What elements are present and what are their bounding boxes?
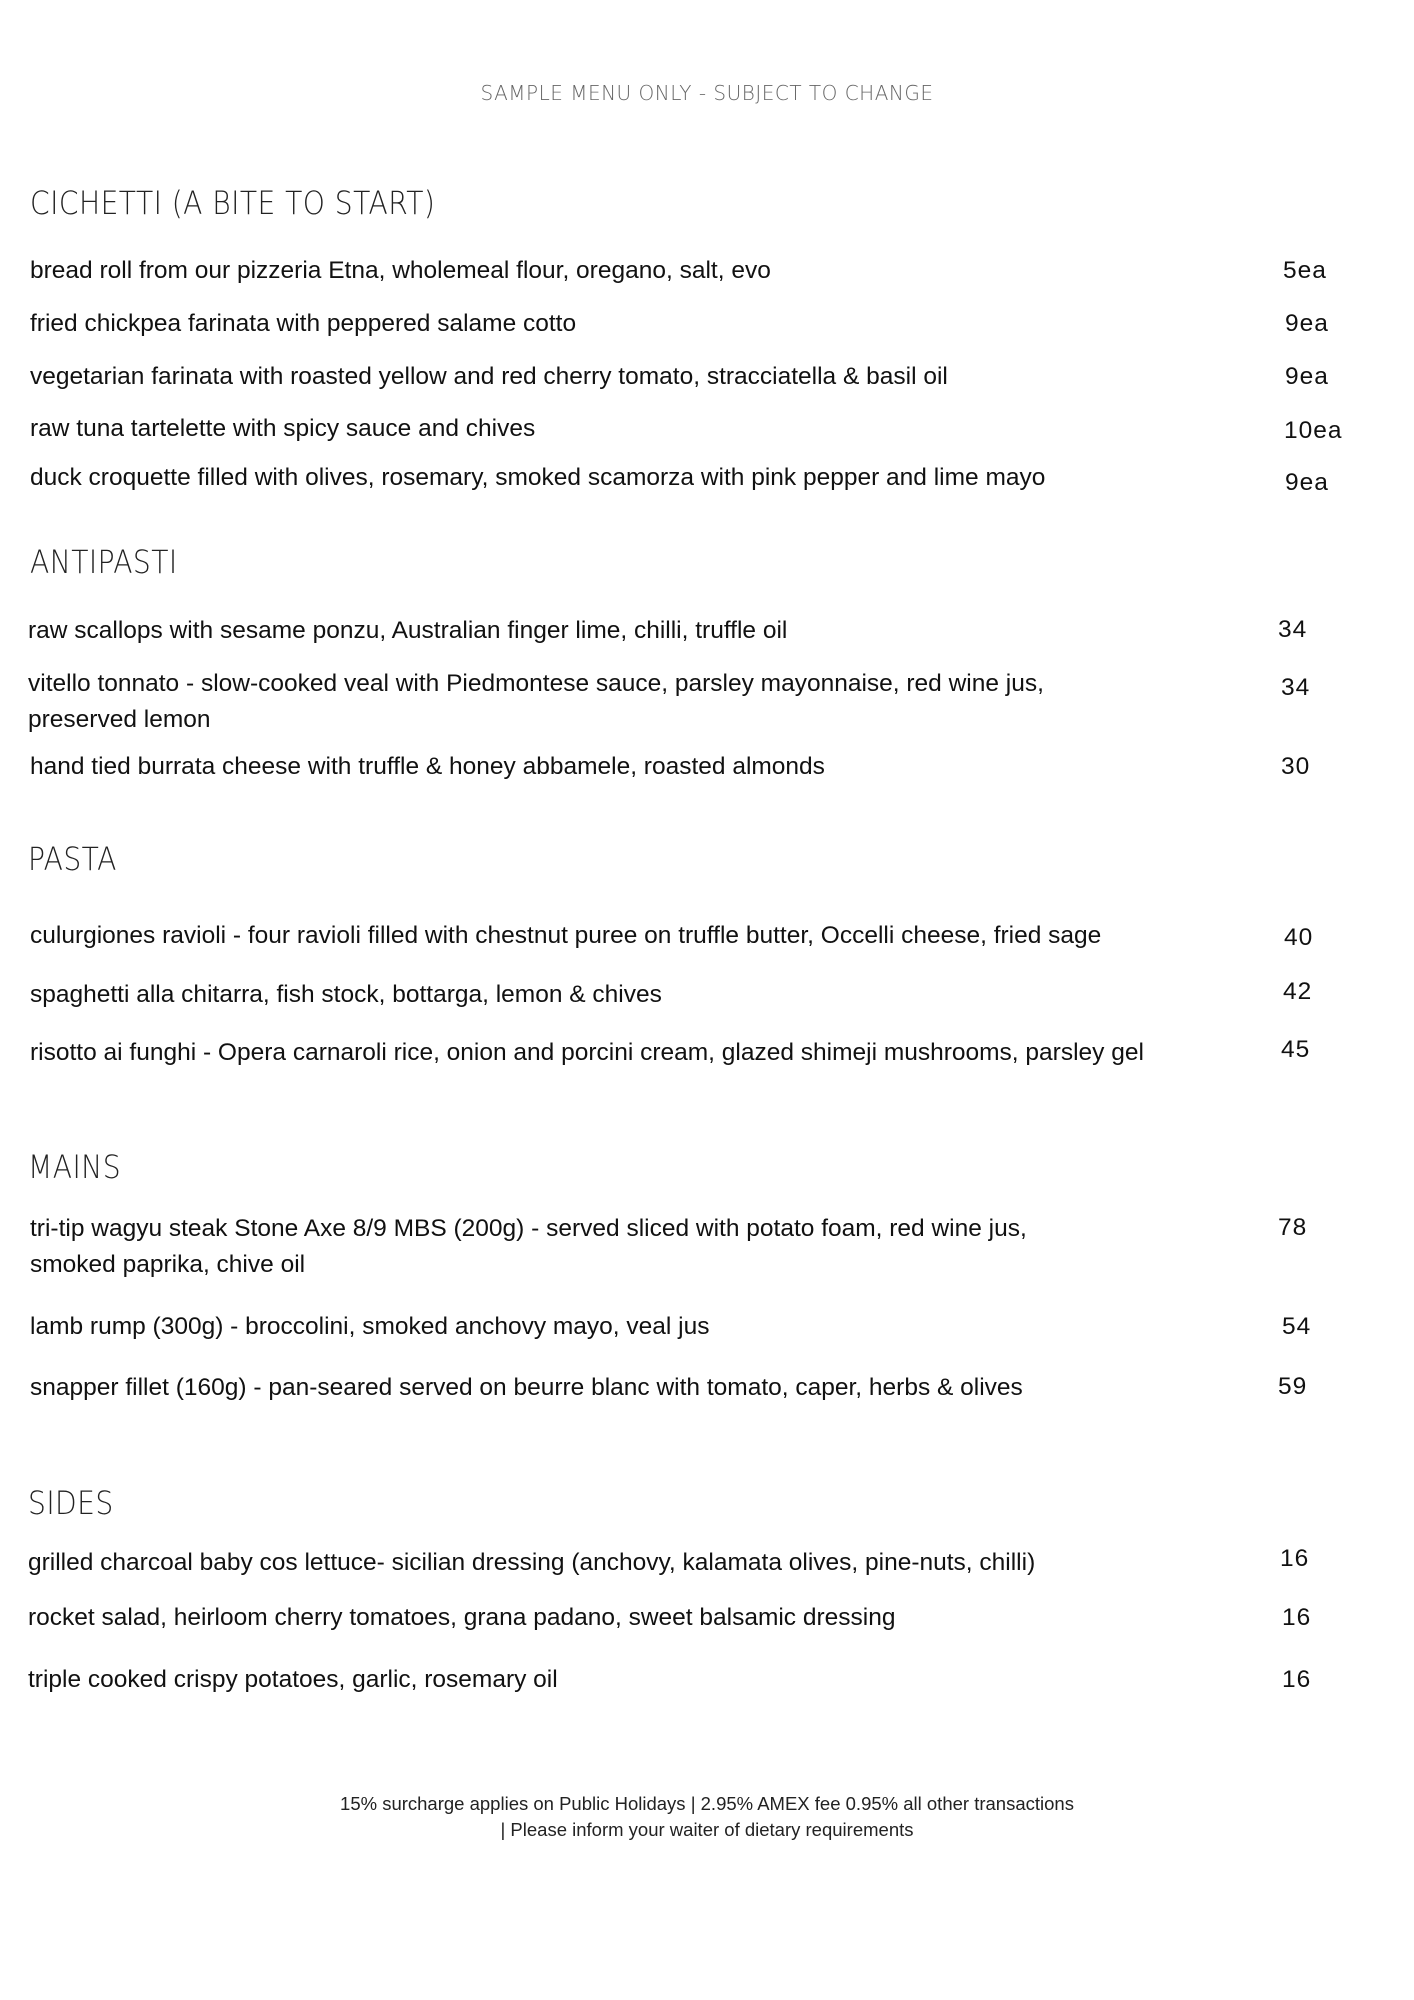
menu-item-name: fried chickpea farinata with peppered salame cotto (30, 310, 577, 337)
menu-item-price: 34 (1278, 616, 1308, 643)
menu-item-name: bread roll from our pizzeria Etna, wholemeal flour, oregano, salt, evo (30, 257, 771, 284)
menu-item-name: snapper fillet (160g) - pan-seared served on beurre blanc with tomato, caper, herbs & olives (30, 1374, 1023, 1401)
menu-item-price: 42 (1283, 978, 1313, 1005)
menu-item-price: 16 (1282, 1666, 1312, 1693)
menu-item-name: duck croquette filled with olives, rosemary, smoked scamorza with pink pepper and lime mayo (30, 464, 1046, 491)
section-title-mains: MAINS (28, 1148, 122, 1186)
menu-item-price: 30 (1281, 753, 1311, 780)
menu-item-name: rocket salad, heirloom cherry tomatoes, grana padano, sweet balsamic dressing (28, 1604, 896, 1631)
footer-dietary-note: | Please inform your waiter of dietary requirements (500, 1819, 914, 1840)
menu-item-price: 45 (1281, 1036, 1311, 1063)
menu-item-name-continued: smoked paprika, chive oil (30, 1251, 306, 1278)
menu-item-name: grilled charcoal baby cos lettuce- sicilian dressing (anchovy, kalamata olives, pine-nuts, chilli) (28, 1549, 1036, 1576)
menu-item-name: risotto ai funghi - Opera carnaroli rice, onion and porcini cream, glazed shimeji mushrooms, parsley gel (30, 1039, 1144, 1066)
menu-item-price: 10ea (1284, 417, 1343, 444)
menu-item-name: culurgiones ravioli - four ravioli filled with chestnut puree on truffle butter, Occelli cheese, fried sage (30, 922, 1102, 949)
menu-item-name: tri-tip wagyu steak Stone Axe 8/9 MBS (200g) - served sliced with potato foam, red wine jus, (30, 1215, 1027, 1242)
menu-item-price: 16 (1282, 1604, 1312, 1631)
menu-item-price: 9ea (1285, 469, 1329, 496)
menu-item-name: vitello tonnato - slow-cooked veal with Piedmontese sauce, parsley mayonnaise, red wine jus, (28, 670, 1044, 697)
menu-item-price: 16 (1280, 1545, 1310, 1572)
menu-item-price: 54 (1282, 1313, 1312, 1340)
sample-menu-notice: SAMPLE MENU ONLY - SUBJECT TO CHANGE (480, 81, 934, 105)
footer-surcharge-note: 15% surcharge applies on Public Holidays | 2.95% AMEX fee 0.95% all other transactions (340, 1793, 1074, 1814)
menu-item-price: 5ea (1283, 257, 1327, 284)
menu-item-name: spaghetti alla chitarra, fish stock, bottarga, lemon & chives (30, 981, 662, 1008)
menu-item-name-continued: preserved lemon (28, 706, 211, 733)
menu-item-price: 9ea (1285, 310, 1329, 337)
section-title-sides: SIDES (28, 1484, 114, 1522)
menu-item-name: vegetarian farinata with roasted yellow and red cherry tomato, stracciatella & basil oil (30, 363, 948, 390)
menu-item-name: hand tied burrata cheese with truffle & honey abbamele, roasted almonds (30, 753, 825, 780)
menu-item-price: 9ea (1285, 363, 1329, 390)
menu-item-name: lamb rump (300g) - broccolini, smoked anchovy mayo, veal jus (30, 1313, 710, 1340)
section-title-cichetti: CICHETTI (A BITE TO START) (30, 184, 436, 222)
menu-item-price: 40 (1284, 924, 1314, 951)
section-title-antipasti: ANTIPASTI (30, 543, 178, 581)
menu-item-price: 59 (1278, 1373, 1308, 1400)
menu-item-name: raw tuna tartelette with spicy sauce and chives (30, 415, 536, 442)
menu-item-price: 34 (1281, 674, 1311, 701)
menu-item-name: raw scallops with sesame ponzu, Australian finger lime, chilli, truffle oil (28, 617, 788, 644)
section-title-pasta: PASTA (28, 840, 117, 878)
menu-item-name: triple cooked crispy potatoes, garlic, rosemary oil (28, 1666, 558, 1693)
menu-item-price: 78 (1278, 1214, 1308, 1241)
